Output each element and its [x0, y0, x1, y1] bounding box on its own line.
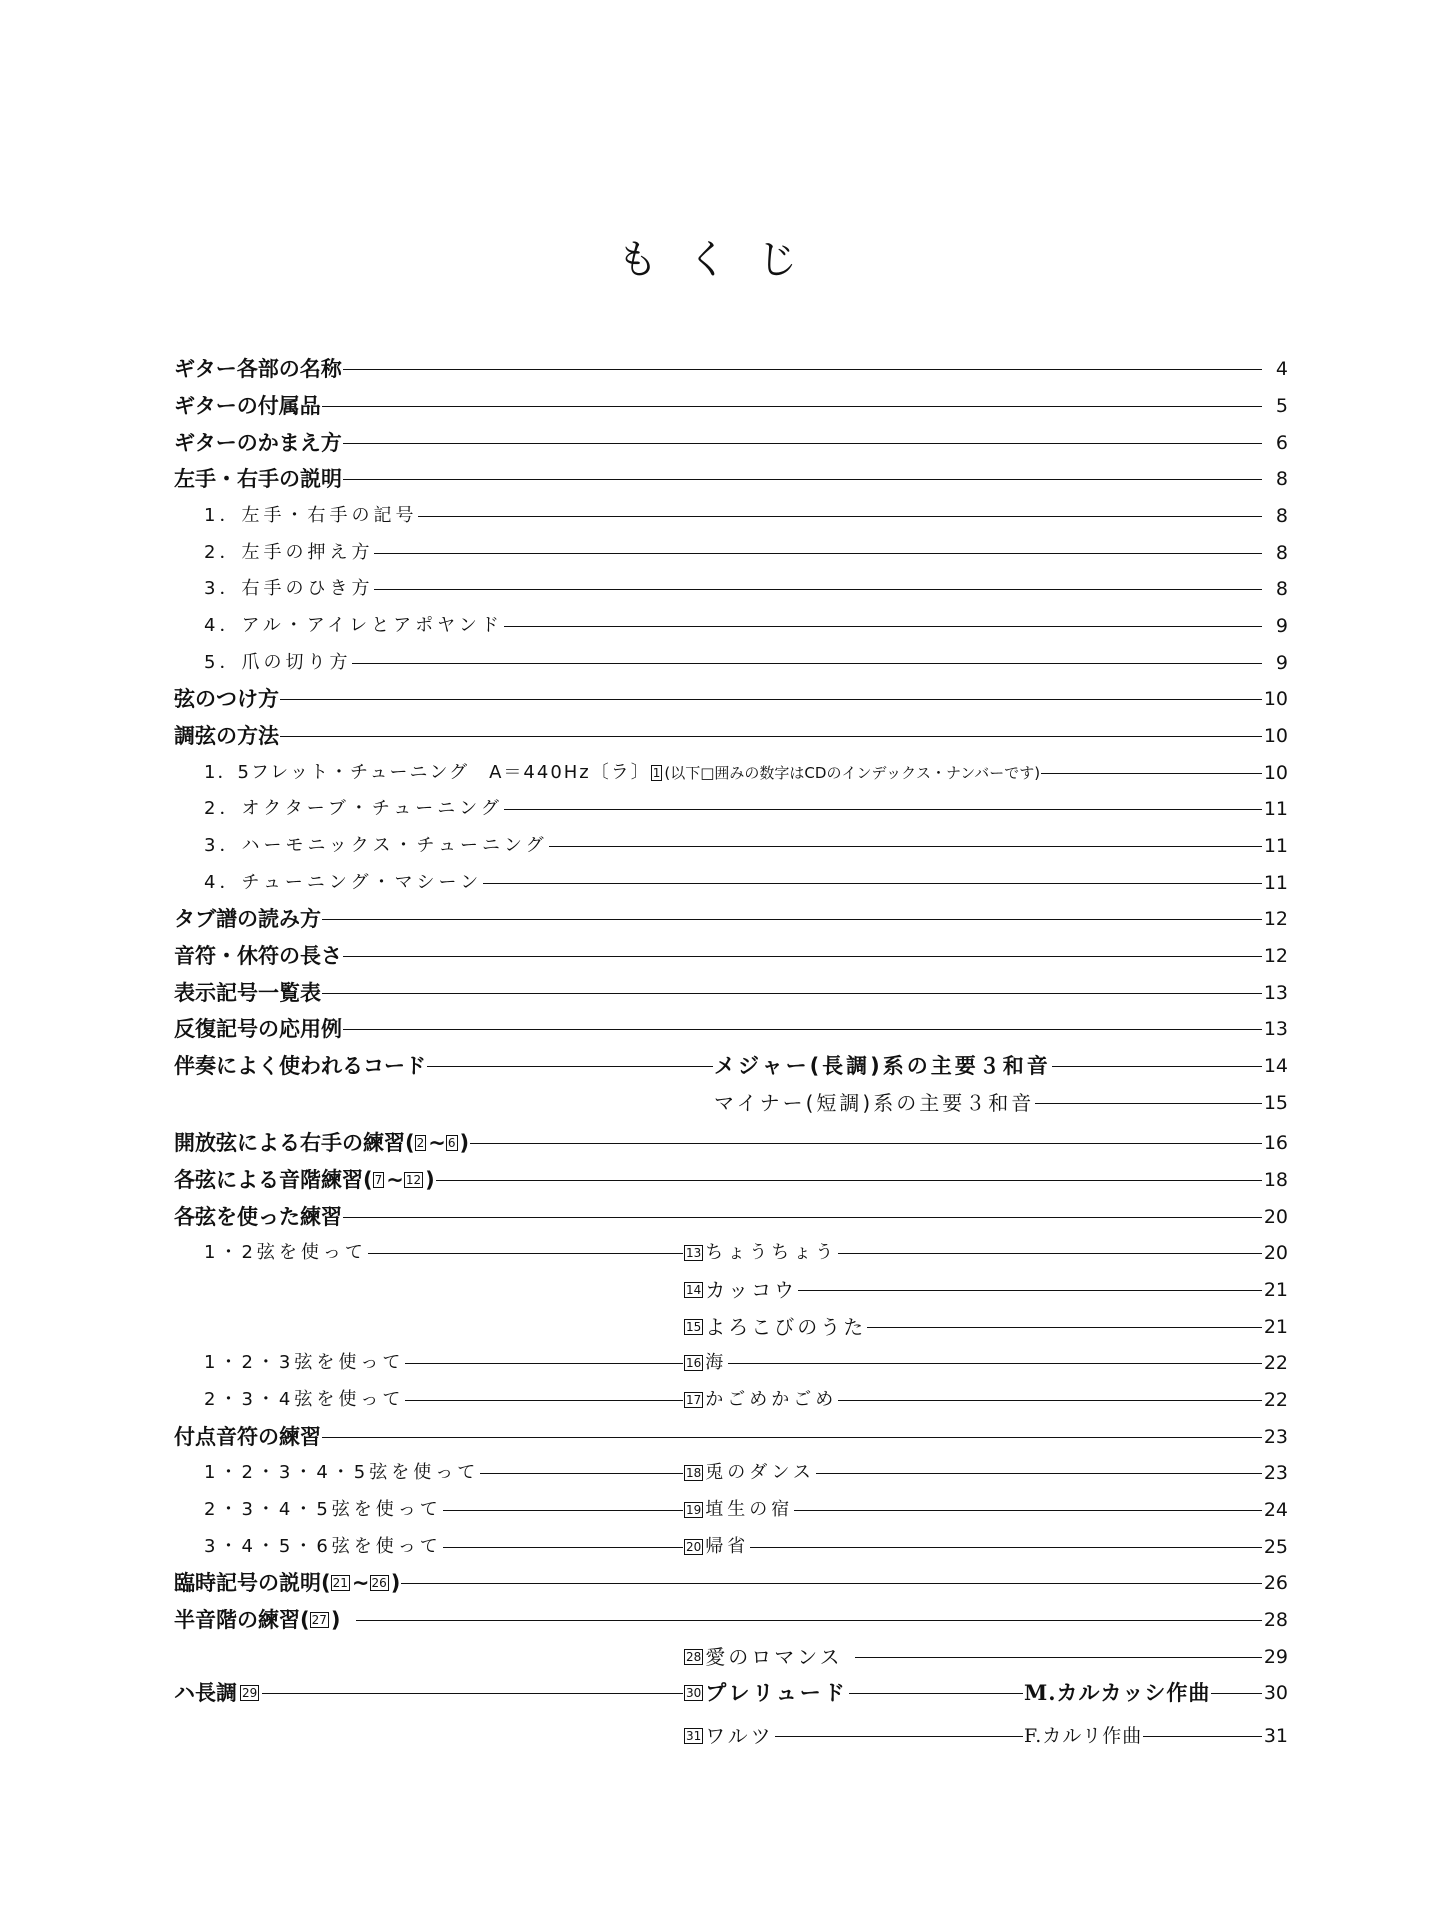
paren-open: ( — [321, 1571, 331, 1595]
page-number: 31 — [1263, 1725, 1288, 1747]
paren-close: ) — [390, 1571, 401, 1595]
song-title: かごめかごめ — [705, 1389, 838, 1410]
leader-line — [549, 846, 1262, 847]
toc-entry[interactable] — [0, 499, 1445, 533]
toc-entry[interactable] — [0, 1676, 1445, 1710]
page-number: 24 — [1263, 1499, 1288, 1521]
entry-label: 1．5フレット・チューニング A＝440Hz〔ラ〕 — [204, 762, 651, 783]
leader-line — [374, 589, 1262, 590]
leader-line — [356, 1620, 1263, 1621]
leader-line — [322, 919, 1262, 920]
toc-entry[interactable] — [0, 1566, 1445, 1600]
cd-range-start: 2 — [416, 1136, 425, 1150]
leader-line — [816, 1473, 1262, 1474]
leader-line — [849, 1693, 1023, 1694]
leader-line — [504, 809, 1262, 810]
page-number: 11 — [1263, 872, 1288, 894]
page-number: 10 — [1263, 725, 1288, 747]
entry-label: 1・2・3弦を使って — [204, 1352, 405, 1373]
entry-label: ハ長調 — [174, 1681, 237, 1705]
toc-entry[interactable] — [0, 646, 1445, 680]
page-title: もくじ — [617, 237, 828, 283]
song-title: 愛のロマンス — [705, 1645, 843, 1669]
leader-line — [343, 443, 1262, 444]
toc-entry[interactable] — [0, 1126, 1445, 1160]
toc-entry[interactable] — [0, 829, 1445, 863]
cd-index-badge: 30 — [686, 1686, 702, 1700]
paren-close: ) — [459, 1131, 470, 1155]
page-number: 13 — [1263, 982, 1288, 1004]
page-number: 30 — [1263, 1682, 1288, 1704]
toc-entry[interactable] — [0, 682, 1445, 716]
page-number: 4 — [1275, 358, 1288, 380]
entry-label: 2・3・4弦を使って — [204, 1389, 405, 1410]
paren-open: ( — [300, 1608, 310, 1632]
toc-entry[interactable] — [0, 1086, 1445, 1120]
page-number: 11 — [1263, 835, 1288, 857]
cd-index-badge: 31 — [686, 1729, 702, 1743]
cd-index-badge: 13 — [686, 1246, 702, 1260]
leader-line — [418, 516, 1262, 517]
cd-index-badge: 1 — [652, 766, 661, 780]
entry-label: 反復記号の応用例 — [174, 1017, 342, 1041]
page-number: 8 — [1275, 542, 1288, 564]
leader-line — [443, 1547, 683, 1548]
entry-label: 半音階の練習 — [174, 1608, 300, 1632]
toc-entry[interactable] — [0, 1236, 1445, 1270]
paren-open: ( — [405, 1131, 415, 1155]
entry-label: 3．右手のひき方 — [204, 578, 374, 599]
toc-entry[interactable] — [0, 1346, 1445, 1380]
range-tilde: ~ — [386, 1168, 404, 1192]
page-number: 11 — [1263, 798, 1288, 820]
cd-index-badge: 20 — [686, 1540, 702, 1554]
page-number: 20 — [1263, 1206, 1288, 1228]
entry-label: 4．チューニング・マシーン — [204, 872, 483, 893]
page-number: 8 — [1275, 578, 1288, 600]
toc-entry[interactable] — [0, 572, 1445, 606]
toc-entry[interactable] — [0, 1530, 1445, 1564]
page-number: 15 — [1263, 1092, 1288, 1114]
page-number: 21 — [1263, 1316, 1288, 1338]
song-title: ワルツ — [705, 1724, 774, 1748]
cd-range-start: 7 — [374, 1173, 383, 1187]
entry-label: 3．ハーモニックス・チューニング — [204, 835, 548, 856]
page-number: 12 — [1263, 908, 1288, 930]
leader-line — [427, 1066, 713, 1067]
leader-line — [343, 956, 1262, 957]
composer: F.カルリ作曲 — [1024, 1725, 1143, 1747]
toc-entry[interactable] — [0, 389, 1445, 423]
page-number: 22 — [1263, 1389, 1288, 1411]
page-number: 18 — [1263, 1169, 1288, 1191]
cd-range-end: 12 — [405, 1173, 422, 1187]
page-number: 9 — [1275, 652, 1288, 674]
cd-index-badge: 18 — [686, 1466, 702, 1480]
page-number: 5 — [1275, 395, 1288, 417]
leader-line — [838, 1400, 1262, 1401]
toc-entry[interactable] — [0, 609, 1445, 643]
page-number: 16 — [1263, 1132, 1288, 1154]
song-title: 海 — [705, 1352, 728, 1373]
page-number: 10 — [1263, 688, 1288, 710]
entry-label: 2．左手の押え方 — [204, 542, 374, 563]
range-tilde: ~ — [351, 1571, 370, 1595]
entry-label: 3・4・5・6弦を使って — [204, 1536, 442, 1557]
entry-label: 2．オクターブ・チューニング — [204, 798, 503, 819]
leader-line — [343, 479, 1262, 480]
page-number: 8 — [1275, 505, 1288, 527]
leader-line — [838, 1253, 1262, 1254]
toc-entry[interactable] — [0, 976, 1445, 1010]
leader-line — [483, 883, 1262, 884]
entry-subtitle: メジャー(長調)系の主要３和音 — [714, 1054, 1051, 1078]
cd-range-start: 21 — [332, 1576, 348, 1590]
leader-line — [401, 1583, 1262, 1584]
cd-index-badge: 27 — [311, 1613, 327, 1627]
leader-line — [436, 1180, 1262, 1181]
toc-entry[interactable] — [0, 1603, 1445, 1637]
toc-entry[interactable] — [0, 866, 1445, 900]
toc-entry[interactable] — [0, 1012, 1445, 1046]
paren-close: ) — [425, 1168, 435, 1192]
song-title: プレリュード — [705, 1681, 848, 1705]
entry-label: 臨時記号の説明 — [174, 1571, 321, 1595]
toc-entry[interactable] — [0, 1383, 1445, 1417]
toc-entry[interactable] — [0, 756, 1445, 790]
leader-line — [750, 1547, 1262, 1548]
leader-line — [368, 1253, 683, 1254]
page-number: 10 — [1263, 762, 1288, 784]
entry-label: 弦のつけ方 — [174, 687, 279, 711]
leader-line — [1052, 1066, 1262, 1067]
song-title: ちょうちょう — [705, 1242, 838, 1263]
leader-line — [794, 1510, 1262, 1511]
entry-label: 1．左手・右手の記号 — [204, 505, 418, 526]
toc-entry[interactable] — [0, 426, 1445, 460]
leader-line — [352, 663, 1262, 664]
leader-line — [798, 1290, 1262, 1291]
leader-line — [343, 1217, 1262, 1218]
page-number: 23 — [1263, 1426, 1288, 1448]
leader-line — [262, 1693, 683, 1694]
leader-line — [374, 553, 1262, 554]
range-tilde: ~ — [428, 1131, 446, 1155]
paren-close: ) — [330, 1608, 341, 1632]
leader-line — [405, 1400, 683, 1401]
entry-label: ギター各部の名称 — [174, 357, 342, 381]
leader-line — [1041, 773, 1262, 774]
entry-note: (以下□囲みの数字はCDのインデックス・ナンバーです) — [664, 764, 1041, 782]
leader-line — [343, 1029, 1262, 1030]
song-title: カッコウ — [705, 1278, 798, 1302]
toc-entry[interactable] — [0, 1163, 1445, 1197]
paren-open: ( — [363, 1168, 373, 1192]
toc-entry[interactable] — [0, 719, 1445, 753]
leader-line — [1035, 1103, 1262, 1104]
cd-index-badge: 17 — [686, 1393, 702, 1407]
leader-line — [867, 1327, 1262, 1328]
song-title: 帰省 — [705, 1536, 750, 1557]
cd-range-end: 6 — [447, 1136, 456, 1150]
page-number: 12 — [1263, 945, 1288, 967]
toc-entry[interactable] — [0, 1200, 1445, 1234]
cd-index-badge: 28 — [686, 1650, 702, 1664]
cd-index-badge: 16 — [686, 1356, 702, 1370]
leader-line — [322, 993, 1262, 994]
song-title: 埴生の宿 — [705, 1499, 794, 1520]
song-title: 兎のダンス — [705, 1462, 815, 1483]
leader-line — [322, 406, 1262, 407]
song-title: よろこびのうた — [705, 1315, 867, 1339]
entry-label: 5．爪の切り方 — [204, 652, 352, 673]
entry-subtitle: マイナー(短調)系の主要３和音 — [714, 1091, 1035, 1115]
cd-index-badge: 29 — [242, 1686, 258, 1700]
page-number: 29 — [1263, 1646, 1288, 1668]
entry-label: 2・3・4・5弦を使って — [204, 1499, 442, 1520]
page-number: 13 — [1263, 1018, 1288, 1040]
entry-label: 音符・休符の長さ — [174, 944, 342, 968]
entry-label: 調弦の方法 — [174, 724, 279, 748]
leader-line — [728, 1363, 1262, 1364]
page-number: 22 — [1263, 1352, 1288, 1374]
entry-label: 各弦による音階練習 — [174, 1168, 363, 1192]
leader-line — [405, 1363, 683, 1364]
leader-line — [775, 1736, 1023, 1737]
page-number: 14 — [1263, 1055, 1288, 1077]
cd-index-badge: 15 — [686, 1320, 702, 1334]
toc-entry[interactable] — [0, 462, 1445, 496]
cd-index-badge: 14 — [686, 1283, 702, 1297]
entry-label: タブ譜の読み方 — [174, 907, 321, 931]
leader-line — [855, 1657, 1262, 1658]
toc-entry[interactable] — [0, 1049, 1445, 1083]
toc-entry[interactable] — [0, 1420, 1445, 1454]
page-number: 23 — [1263, 1462, 1288, 1484]
entry-label: 表示記号一覧表 — [174, 981, 321, 1005]
toc-entry[interactable] — [0, 1310, 1445, 1344]
entry-label: 開放弦による右手の練習 — [174, 1131, 405, 1155]
toc-entry[interactable] — [0, 1456, 1445, 1490]
toc-entry[interactable] — [0, 352, 1445, 386]
page-number: 25 — [1263, 1536, 1288, 1558]
toc-entry[interactable] — [0, 902, 1445, 936]
toc-entry[interactable] — [0, 1640, 1445, 1674]
toc-entry[interactable] — [0, 1719, 1445, 1753]
leader-line — [480, 1473, 683, 1474]
toc-entry[interactable] — [0, 1273, 1445, 1307]
cd-index-badge: 19 — [686, 1503, 702, 1517]
page-number: 20 — [1263, 1242, 1288, 1264]
entry-label: 1・2・3・4・5弦を使って — [204, 1462, 480, 1483]
entry-label: 1・2弦を使って — [204, 1242, 367, 1263]
composer: M.カルカッシ作曲 — [1024, 1680, 1211, 1705]
entry-label: 各弦を使った練習 — [174, 1205, 342, 1229]
leader-line — [470, 1143, 1262, 1144]
leader-line — [280, 736, 1262, 737]
toc-entry[interactable] — [0, 1493, 1445, 1527]
toc-entry[interactable] — [0, 536, 1445, 570]
entry-label: 伴奏によく使われるコード — [174, 1054, 426, 1078]
page-number: 28 — [1263, 1609, 1288, 1631]
page-number: 6 — [1275, 432, 1288, 454]
page-number: 9 — [1275, 615, 1288, 637]
page-number: 21 — [1263, 1279, 1288, 1301]
page-number: 26 — [1263, 1572, 1288, 1594]
entry-label: 4．アル・アイレとアポヤンド — [204, 615, 503, 636]
entry-label: ギターの付属品 — [174, 394, 321, 418]
toc-entry[interactable] — [0, 939, 1445, 973]
page-number: 8 — [1275, 468, 1288, 490]
toc-entry[interactable] — [0, 792, 1445, 826]
leader-line — [504, 626, 1262, 627]
leader-line — [343, 369, 1262, 370]
entry-label: ギターのかまえ方 — [174, 431, 342, 455]
leader-line — [322, 1437, 1262, 1438]
cd-range-end: 26 — [371, 1576, 387, 1590]
leader-line — [280, 699, 1262, 700]
entry-label: 付点音符の練習 — [174, 1425, 321, 1449]
entry-label: 左手・右手の説明 — [174, 467, 342, 491]
leader-line — [443, 1510, 683, 1511]
